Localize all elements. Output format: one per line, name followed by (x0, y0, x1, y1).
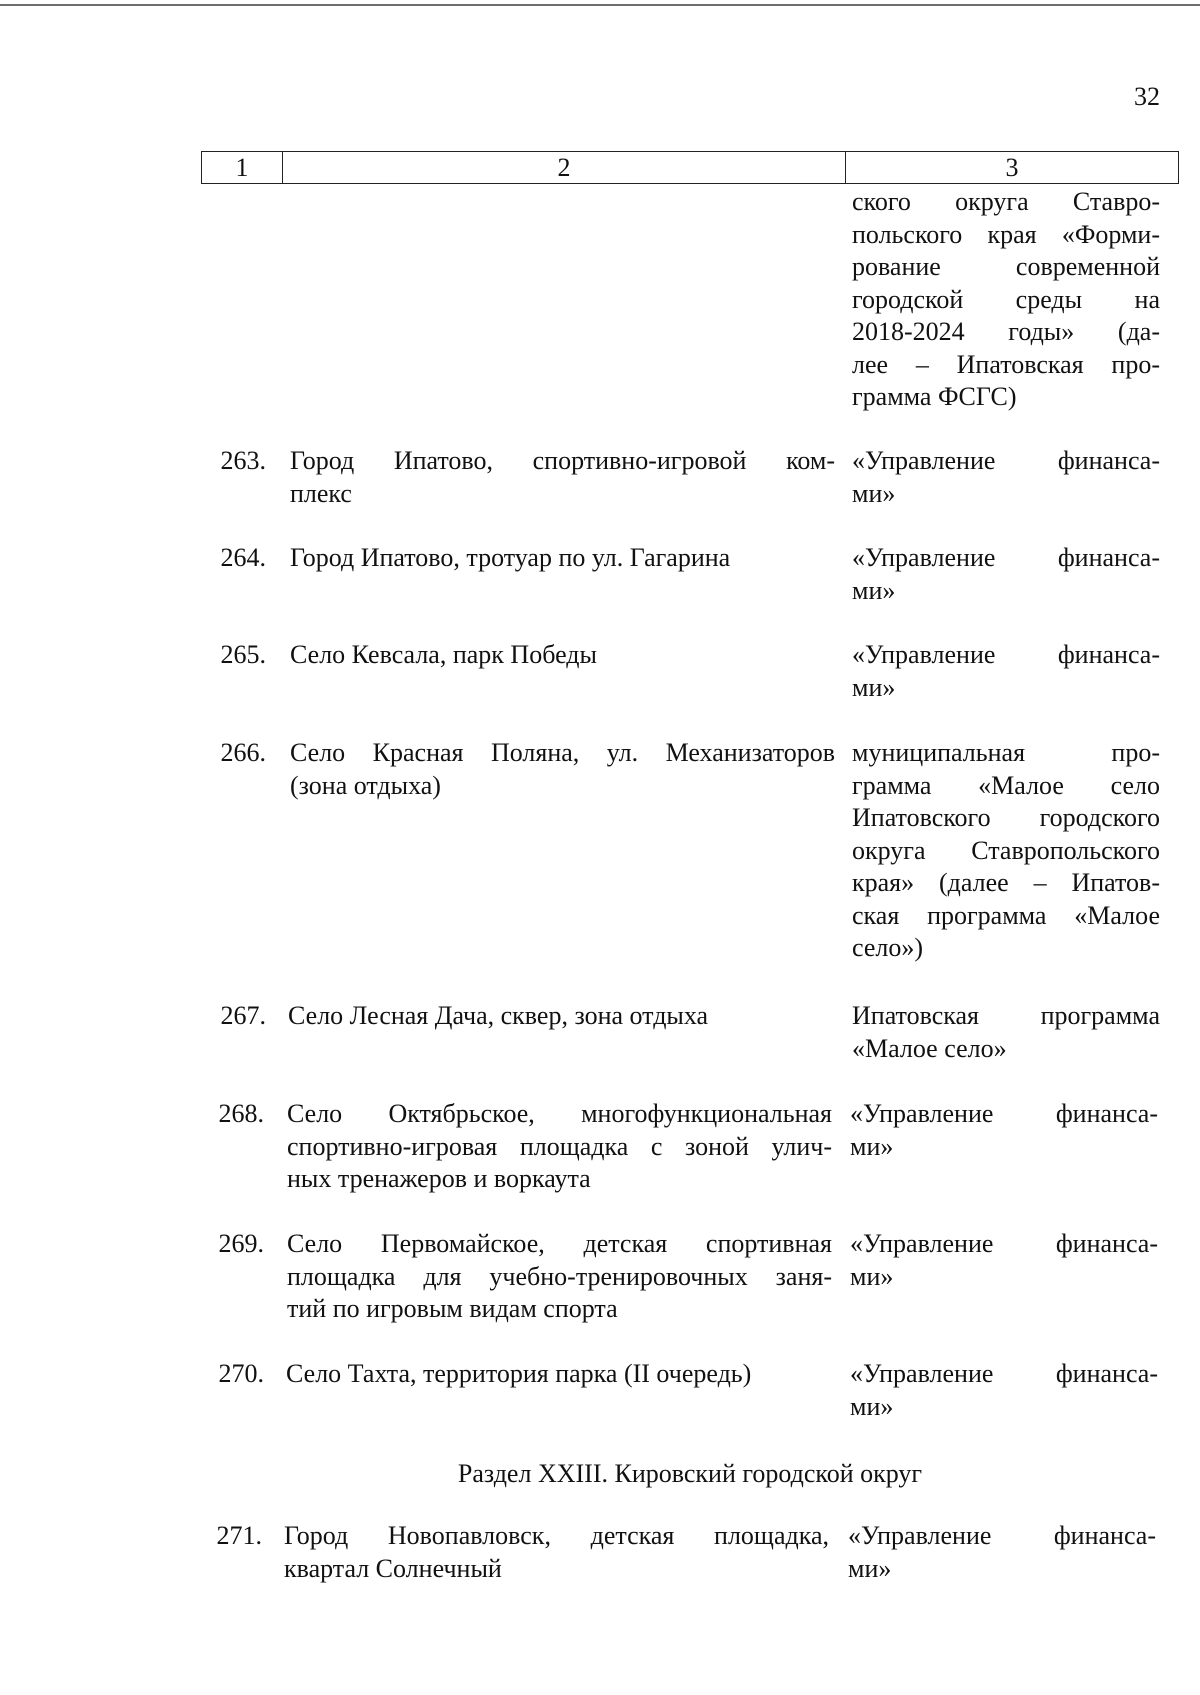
row-program-line: «Управление финанса- (850, 1359, 1158, 1388)
row-number: 264. (220, 543, 266, 572)
row-number: 268. (218, 1099, 264, 1128)
row-program (852, 542, 1160, 607)
row-program-line: ми» (852, 575, 896, 605)
top-rule (0, 4, 1200, 6)
continuation-line: ского округа Ставро- (852, 187, 1160, 216)
row-program-line: ми» (850, 1131, 894, 1161)
row-number: 271. (216, 1521, 262, 1550)
continuation-line: 2018-2024 годы» (да- (852, 317, 1160, 346)
row-object-name (287, 1098, 832, 1196)
row-number: 269. (218, 1229, 264, 1258)
row-object-line: Село Кевсала, парк Победы (290, 640, 597, 669)
row-number: 263. (220, 446, 266, 475)
row-program-line: ми» (852, 672, 896, 702)
row-object-line: ных тренажеров и воркаута (287, 1164, 591, 1193)
row-object-line: Село Лесная Дача, сквер, зона отдыха (288, 1001, 709, 1030)
continuation-line: городской среды на (852, 284, 1160, 314)
row-object-line: Город Ипатово, тротуар по ул. Гагарина (290, 543, 731, 572)
row-program (848, 1520, 1156, 1585)
row-object-line: плекс (290, 478, 352, 508)
row-program-line: «Управление финанса- (852, 446, 1160, 475)
row-object-name (290, 445, 835, 510)
row-object-line: площадка для учебно-тренировочных заня- (287, 1261, 832, 1291)
row-program-line: ми» (848, 1553, 892, 1583)
row-program (852, 737, 1160, 965)
row-number: 270. (218, 1359, 264, 1388)
row-object-name (287, 1228, 832, 1326)
row-program-line: ми» (850, 1391, 894, 1421)
row-object-line: (зона отдыха) (290, 770, 441, 800)
row-program-line: муниципальная про- (852, 738, 1160, 767)
continuation-program-text (852, 186, 1160, 414)
row-object-line: Село Тахта, территория парка (II очередь) (286, 1359, 752, 1388)
continuation-line: польского края «Форми- (852, 219, 1160, 249)
row-object-line: спортивно-игровая площадка с зоной улич- (287, 1131, 832, 1161)
section-heading: Раздел XXIII. Кировский городской округ (457, 1459, 923, 1488)
table-header-col3: 3 (1005, 153, 1019, 182)
row-program-line: «Управление финанса- (852, 543, 1160, 572)
row-object-line: Город Новопавловск, детская площадка, (284, 1521, 829, 1550)
row-program-line: село») (852, 933, 924, 962)
row-object-name (286, 1358, 831, 1391)
row-program (850, 1228, 1158, 1293)
table-header-col1: 1 (202, 152, 283, 183)
row-program-line: «Управление финанса- (850, 1099, 1158, 1128)
row-object-name (290, 542, 835, 575)
table-header (201, 151, 1179, 184)
row-object-name (290, 737, 835, 802)
continuation-line: рование современной (852, 252, 1160, 281)
row-object-line: Село Октябрьское, многофункциональная (287, 1099, 832, 1128)
row-object-line: Село Красная Поляна, ул. Механизаторов (290, 738, 835, 767)
row-number: 265. (220, 640, 266, 669)
row-object-line: квартал Солнечный (284, 1553, 502, 1583)
page-number: 32 (1134, 82, 1160, 111)
row-object-name (288, 1000, 833, 1033)
row-program-line: Ипатовская программа (852, 1001, 1160, 1030)
row-program-line: ская программа «Малое (852, 900, 1160, 930)
row-program (852, 639, 1160, 704)
row-object-line: Село Первомайское, детская спортивная (287, 1229, 832, 1258)
row-object-line: Город Ипатово, спортивно-игровой ком- (290, 446, 835, 475)
row-program (850, 1358, 1158, 1423)
row-program-line: «Управление финанса- (848, 1521, 1156, 1550)
row-program-line: края» (далее – Ипатов- (852, 868, 1160, 897)
row-object-line: тий по игровым видам спорта (287, 1294, 618, 1323)
row-program-line: «Малое село» (852, 1033, 1007, 1063)
row-program-line: «Управление финанса- (850, 1229, 1158, 1258)
row-number: 267. (220, 1001, 266, 1030)
row-number: 266. (220, 738, 266, 767)
row-program (850, 1098, 1158, 1163)
row-program-line: Ипатовского городского (852, 803, 1160, 832)
row-program (852, 1000, 1160, 1065)
row-object-name (290, 639, 835, 672)
row-program-line: грамма «Малое село (852, 770, 1160, 800)
row-program (852, 445, 1160, 510)
row-program-line: «Управление финанса- (852, 640, 1160, 669)
table-header-col2: 2 (283, 152, 846, 183)
row-program-line: ми» (852, 478, 896, 508)
row-program-line: ми» (850, 1261, 894, 1291)
continuation-line: грамма ФСГС) (852, 382, 1017, 411)
row-object-name (284, 1520, 829, 1585)
continuation-line: лее – Ипатовская про- (852, 349, 1160, 379)
row-program-line: округа Ставропольского (852, 835, 1160, 865)
